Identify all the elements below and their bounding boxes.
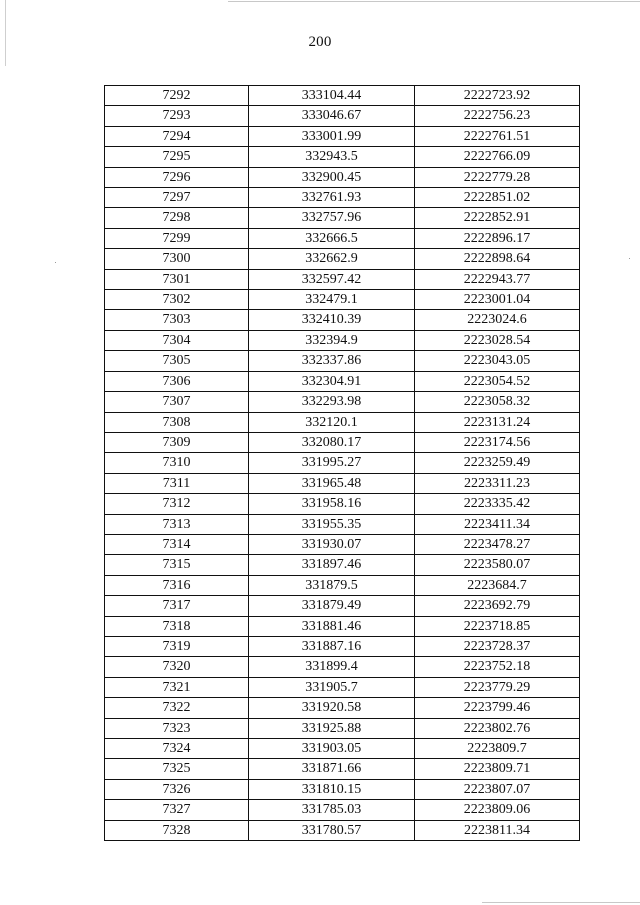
- point-number-cell: 7298: [105, 208, 249, 228]
- table-row: [105, 820, 580, 840]
- x-coordinate-cell: 332597.42: [249, 269, 415, 289]
- x-coordinate-cell: 331899.4: [249, 657, 415, 677]
- x-coordinate-cell: 331780.57: [249, 820, 415, 840]
- y-coordinate-cell: 2223728.37: [415, 636, 580, 656]
- table-row: [105, 371, 580, 391]
- scan-edge-bottom: [482, 902, 640, 903]
- table-row: [105, 616, 580, 636]
- y-coordinate-cell: 2223054.52: [415, 371, 580, 391]
- x-coordinate-cell: 332293.98: [249, 392, 415, 412]
- point-number-cell: 7302: [105, 290, 249, 310]
- table-row: [105, 147, 580, 167]
- point-number-cell: 7313: [105, 514, 249, 534]
- y-coordinate-cell: 2223684.7: [415, 575, 580, 595]
- point-number-cell: 7322: [105, 698, 249, 718]
- point-number-cell: 7318: [105, 616, 249, 636]
- y-coordinate-cell: 2222779.28: [415, 167, 580, 187]
- x-coordinate-cell: 331905.7: [249, 677, 415, 697]
- y-coordinate-cell: 2223411.34: [415, 514, 580, 534]
- point-number-cell: 7304: [105, 330, 249, 350]
- x-coordinate-cell: 332120.1: [249, 412, 415, 432]
- x-coordinate-cell: 333104.44: [249, 86, 415, 106]
- x-coordinate-cell: 331897.46: [249, 555, 415, 575]
- y-coordinate-cell: 2223335.42: [415, 494, 580, 514]
- y-coordinate-cell: 2223799.46: [415, 698, 580, 718]
- y-coordinate-cell: 2223001.04: [415, 290, 580, 310]
- point-number-cell: 7321: [105, 677, 249, 697]
- table-row: [105, 351, 580, 371]
- y-coordinate-cell: 2223809.71: [415, 759, 580, 779]
- y-coordinate-cell: 2222723.92: [415, 86, 580, 106]
- x-coordinate-cell: 331920.58: [249, 698, 415, 718]
- y-coordinate-cell: 2223131.24: [415, 412, 580, 432]
- scan-speck: [55, 262, 56, 263]
- table-row: [105, 188, 580, 208]
- y-coordinate-cell: 2223478.27: [415, 534, 580, 554]
- point-number-cell: 7328: [105, 820, 249, 840]
- table-row: [105, 453, 580, 473]
- point-number-cell: 7320: [105, 657, 249, 677]
- table-row: [105, 657, 580, 677]
- point-number-cell: 7296: [105, 167, 249, 187]
- point-number-cell: 7299: [105, 228, 249, 248]
- point-number-cell: 7325: [105, 759, 249, 779]
- point-number-cell: 7293: [105, 106, 249, 126]
- table-row: [105, 636, 580, 656]
- table-row: [105, 412, 580, 432]
- y-coordinate-cell: 2223259.49: [415, 453, 580, 473]
- point-number-cell: 7294: [105, 126, 249, 146]
- y-coordinate-cell: 2223752.18: [415, 657, 580, 677]
- point-number-cell: 7319: [105, 636, 249, 656]
- point-number-cell: 7312: [105, 494, 249, 514]
- x-coordinate-cell: 331965.48: [249, 473, 415, 493]
- table-row: [105, 392, 580, 412]
- x-coordinate-cell: 333046.67: [249, 106, 415, 126]
- table-row: [105, 228, 580, 248]
- table-row: [105, 330, 580, 350]
- y-coordinate-cell: 2223058.32: [415, 392, 580, 412]
- y-coordinate-cell: 2223807.07: [415, 779, 580, 799]
- table-row: [105, 126, 580, 146]
- table-row: [105, 86, 580, 106]
- table-row: [105, 106, 580, 126]
- table-row: [105, 269, 580, 289]
- x-coordinate-cell: 332304.91: [249, 371, 415, 391]
- y-coordinate-cell: 2222896.17: [415, 228, 580, 248]
- x-coordinate-cell: 331871.66: [249, 759, 415, 779]
- x-coordinate-cell: 331995.27: [249, 453, 415, 473]
- table-row: [105, 473, 580, 493]
- x-coordinate-cell: 333001.99: [249, 126, 415, 146]
- x-coordinate-cell: 331930.07: [249, 534, 415, 554]
- point-number-cell: 7327: [105, 800, 249, 820]
- table-row: [105, 555, 580, 575]
- y-coordinate-cell: 2223174.56: [415, 432, 580, 452]
- x-coordinate-cell: 331810.15: [249, 779, 415, 799]
- x-coordinate-cell: 332394.9: [249, 330, 415, 350]
- point-number-cell: 7305: [105, 351, 249, 371]
- table-row: [105, 779, 580, 799]
- point-number-cell: 7323: [105, 718, 249, 738]
- y-coordinate-cell: 2223580.07: [415, 555, 580, 575]
- x-coordinate-cell: 331881.46: [249, 616, 415, 636]
- table-row: [105, 514, 580, 534]
- point-number-cell: 7310: [105, 453, 249, 473]
- y-coordinate-cell: 2222851.02: [415, 188, 580, 208]
- table-row: [105, 759, 580, 779]
- table-row: [105, 167, 580, 187]
- point-number-cell: 7307: [105, 392, 249, 412]
- y-coordinate-cell: 2223809.7: [415, 739, 580, 759]
- point-number-cell: 7317: [105, 596, 249, 616]
- y-coordinate-cell: 2223811.34: [415, 820, 580, 840]
- table-row: [105, 208, 580, 228]
- table-row: [105, 596, 580, 616]
- y-coordinate-cell: 2223043.05: [415, 351, 580, 371]
- point-number-cell: 7297: [105, 188, 249, 208]
- x-coordinate-cell: 331879.5: [249, 575, 415, 595]
- table-row: [105, 534, 580, 554]
- x-coordinate-cell: 331955.35: [249, 514, 415, 534]
- x-coordinate-cell: 332662.9: [249, 249, 415, 269]
- x-coordinate-cell: 332761.93: [249, 188, 415, 208]
- y-coordinate-cell: 2223692.79: [415, 596, 580, 616]
- y-coordinate-cell: 2222761.51: [415, 126, 580, 146]
- point-number-cell: 7303: [105, 310, 249, 330]
- x-coordinate-cell: 331925.88: [249, 718, 415, 738]
- x-coordinate-cell: 331887.16: [249, 636, 415, 656]
- point-number-cell: 7316: [105, 575, 249, 595]
- y-coordinate-cell: 2222898.64: [415, 249, 580, 269]
- y-coordinate-cell: 2222852.91: [415, 208, 580, 228]
- point-number-cell: 7292: [105, 86, 249, 106]
- y-coordinate-cell: 2223311.23: [415, 473, 580, 493]
- x-coordinate-cell: 331958.16: [249, 494, 415, 514]
- x-coordinate-cell: 332410.39: [249, 310, 415, 330]
- y-coordinate-cell: 2223718.85: [415, 616, 580, 636]
- point-number-cell: 7306: [105, 371, 249, 391]
- y-coordinate-cell: 2223024.6: [415, 310, 580, 330]
- table-row: [105, 290, 580, 310]
- point-number-cell: 7308: [105, 412, 249, 432]
- y-coordinate-cell: 2223809.06: [415, 800, 580, 820]
- x-coordinate-cell: 332080.17: [249, 432, 415, 452]
- table-row: [105, 432, 580, 452]
- table-row: [105, 310, 580, 330]
- table-row: [105, 249, 580, 269]
- y-coordinate-cell: 2223802.76: [415, 718, 580, 738]
- point-number-cell: 7309: [105, 432, 249, 452]
- coordinates-table: [104, 85, 580, 841]
- y-coordinate-cell: 2223028.54: [415, 330, 580, 350]
- scan-edge-left: [5, 0, 6, 66]
- x-coordinate-cell: 332337.86: [249, 351, 415, 371]
- scan-speck: [629, 258, 630, 259]
- page-number: 200: [308, 34, 332, 50]
- x-coordinate-cell: 331903.05: [249, 739, 415, 759]
- point-number-cell: 7311: [105, 473, 249, 493]
- x-coordinate-cell: 332479.1: [249, 290, 415, 310]
- point-number-cell: 7326: [105, 779, 249, 799]
- table-row: [105, 718, 580, 738]
- point-number-cell: 7295: [105, 147, 249, 167]
- y-coordinate-cell: 2222756.23: [415, 106, 580, 126]
- table-row: [105, 698, 580, 718]
- point-number-cell: 7314: [105, 534, 249, 554]
- x-coordinate-cell: 331879.49: [249, 596, 415, 616]
- x-coordinate-cell: 331785.03: [249, 800, 415, 820]
- table-row: [105, 575, 580, 595]
- point-number-cell: 7301: [105, 269, 249, 289]
- point-number-cell: 7324: [105, 739, 249, 759]
- table-row: [105, 494, 580, 514]
- x-coordinate-cell: 332757.96: [249, 208, 415, 228]
- scan-edge-top: [228, 1, 640, 2]
- table-row: [105, 677, 580, 697]
- y-coordinate-cell: 2222766.09: [415, 147, 580, 167]
- point-number-cell: 7315: [105, 555, 249, 575]
- y-coordinate-cell: 2222943.77: [415, 269, 580, 289]
- table-row: [105, 739, 580, 759]
- point-number-cell: 7300: [105, 249, 249, 269]
- x-coordinate-cell: 332900.45: [249, 167, 415, 187]
- y-coordinate-cell: 2223779.29: [415, 677, 580, 697]
- x-coordinate-cell: 332666.5: [249, 228, 415, 248]
- table-row: [105, 800, 580, 820]
- x-coordinate-cell: 332943.5: [249, 147, 415, 167]
